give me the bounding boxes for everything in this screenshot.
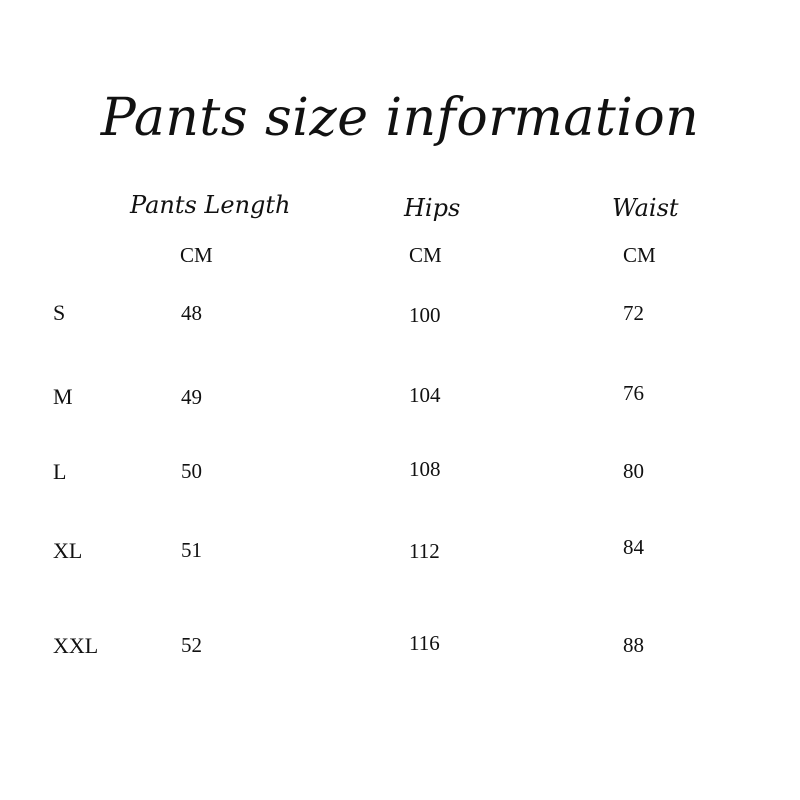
unit-label-hips: CM [409, 243, 442, 267]
waist-value-xl: 84 [623, 535, 644, 559]
length-value-xxl: 52 [181, 633, 202, 657]
length-value-l: 50 [181, 459, 202, 483]
column-header-waist: Waist [612, 194, 679, 222]
hips-value-m: 104 [409, 383, 441, 407]
waist-value-l: 80 [623, 459, 644, 483]
size-label-l: L [53, 459, 67, 484]
unit-label-waist: CM [623, 243, 656, 267]
unit-label-pants-length: CM [180, 243, 213, 267]
length-value-xl: 51 [181, 538, 202, 562]
column-header-hips: Hips [404, 194, 461, 222]
length-value-m: 49 [181, 385, 202, 409]
size-label-xl: XL [53, 538, 83, 563]
size-label-s: S [53, 300, 66, 325]
waist-value-m: 76 [623, 381, 644, 405]
column-header-pants-length: Pants Length [130, 191, 291, 219]
size-label-m: M [53, 384, 73, 409]
length-value-s: 48 [181, 301, 202, 325]
hips-value-s: 100 [409, 303, 441, 327]
waist-value-s: 72 [623, 301, 644, 325]
hips-value-l: 108 [409, 457, 441, 481]
hips-value-xxl: 116 [409, 631, 440, 655]
waist-value-xxl: 88 [623, 633, 644, 657]
page-title: Pants size information [100, 88, 700, 148]
hips-value-xl: 112 [409, 539, 440, 563]
size-label-xxl: XXL [53, 633, 99, 658]
